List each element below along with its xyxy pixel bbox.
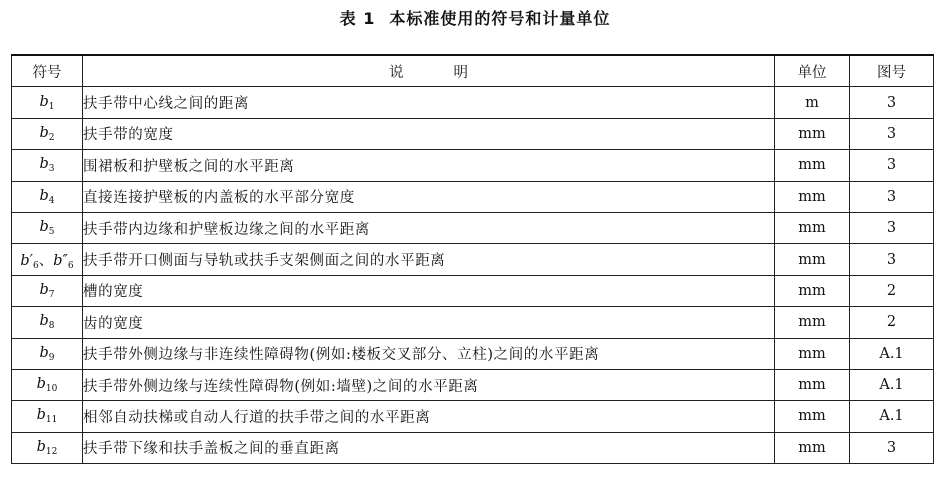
symbol-letter: b <box>36 438 46 455</box>
description-cell: 扶手带外侧边缘与连续性障碍物(例如:墙壁)之间的水平距离 <box>83 369 775 400</box>
table-row <box>12 244 934 275</box>
unit-cell: mm <box>775 401 850 432</box>
symbol-cell <box>12 432 83 463</box>
figure-cell: 3 <box>850 212 934 243</box>
header-row <box>12 55 934 87</box>
figure-cell: 2 <box>850 307 934 338</box>
symbol-separator: 、 <box>38 252 54 269</box>
description-cell: 扶手带下缘和扶手盖板之间的垂直距离 <box>83 432 775 463</box>
symbol-letter: b <box>39 156 49 173</box>
table-row <box>12 307 934 338</box>
symbol-subscript: 10 <box>45 384 58 395</box>
figure-cell: 3 <box>850 432 934 463</box>
description-cell: 直接连接护壁板的内盖板的水平部分宽度 <box>83 181 775 212</box>
symbol-subscript: 1 <box>48 101 55 112</box>
unit-cell: mm <box>775 307 850 338</box>
table-number: 表 1 <box>339 9 376 28</box>
unit-cell: mm <box>775 150 850 181</box>
description-cell: 扶手带中心线之间的距离 <box>83 87 775 118</box>
symbol-cell <box>12 150 83 181</box>
unit-cell: mm <box>775 369 850 400</box>
table-row <box>12 401 934 432</box>
figure-cell: 3 <box>850 87 934 118</box>
unit-cell: mm <box>775 275 850 306</box>
symbol-cell <box>12 401 83 432</box>
symbol-cell <box>12 212 83 243</box>
unit-cell: mm <box>775 338 850 369</box>
table-caption: 本标准使用的符号和计量单位 <box>389 9 611 28</box>
symbol-letter: b <box>39 219 49 236</box>
symbol-cell <box>12 307 83 338</box>
unit-cell: m <box>775 87 850 118</box>
figure-cell: A.1 <box>850 401 934 432</box>
symbol-subscript: 6 <box>67 260 74 271</box>
figure-cell: 3 <box>850 118 934 149</box>
symbol-subscript: 9 <box>48 352 55 363</box>
table-row <box>12 212 934 243</box>
table-row <box>12 275 934 306</box>
symbol-cell <box>12 275 83 306</box>
unit-cell: mm <box>775 432 850 463</box>
description-cell: 扶手带外侧边缘与非连续性障碍物(例如:楼板交叉部分、立柱)之间的水平距离 <box>83 338 775 369</box>
unit-cell: mm <box>775 244 850 275</box>
description-cell: 槽的宽度 <box>83 275 775 306</box>
header-desc-first: 说 <box>389 64 404 81</box>
table-title <box>0 6 944 29</box>
figure-cell: 3 <box>850 244 934 275</box>
symbols-table <box>11 54 934 464</box>
symbol-letter: b <box>36 407 46 424</box>
symbol-cell <box>12 87 83 118</box>
figure-cell: A.1 <box>850 338 934 369</box>
header-description <box>83 55 775 87</box>
unit-cell: mm <box>775 118 850 149</box>
table-row <box>12 338 934 369</box>
description-cell: 齿的宽度 <box>83 307 775 338</box>
figure-cell: 2 <box>850 275 934 306</box>
symbol-letter: b <box>39 187 49 204</box>
figure-cell: 3 <box>850 181 934 212</box>
description-cell: 扶手带内边缘和护壁板边缘之间的水平距离 <box>83 212 775 243</box>
symbol-cell <box>12 244 83 275</box>
symbol-subscript: 4 <box>48 195 55 206</box>
symbol-letter: b <box>39 313 49 330</box>
table-row <box>12 150 934 181</box>
symbol-cell <box>12 118 83 149</box>
symbol-subscript: 7 <box>48 289 55 300</box>
symbol-cell <box>12 181 83 212</box>
figure-cell: A.1 <box>850 369 934 400</box>
table-row <box>12 181 934 212</box>
header-symbol: 符号 <box>12 55 83 87</box>
symbol-letter: b″ <box>53 252 68 269</box>
symbol-subscript: 12 <box>45 446 58 457</box>
table-row <box>12 432 934 463</box>
description-cell: 扶手带开口侧面与导轨或扶手支架侧面之间的水平距离 <box>83 244 775 275</box>
symbol-subscript: 6 <box>32 260 39 271</box>
description-cell: 相邻自动扶梯或自动人行道的扶手带之间的水平距离 <box>83 401 775 432</box>
header-desc-second: 明 <box>453 64 468 81</box>
symbol-subscript: 8 <box>48 321 55 332</box>
header-figure: 图号 <box>850 55 934 87</box>
symbol-cell <box>12 338 83 369</box>
figure-cell: 3 <box>850 150 934 181</box>
description-cell: 扶手带的宽度 <box>83 118 775 149</box>
symbol-subscript: 11 <box>45 415 58 426</box>
symbol-subscript: 3 <box>48 164 55 175</box>
unit-cell: mm <box>775 181 850 212</box>
table-row <box>12 118 934 149</box>
symbol-cell <box>12 369 83 400</box>
symbol-letter: b <box>39 281 49 298</box>
header-unit: 单位 <box>775 55 850 87</box>
symbol-subscript: 2 <box>48 132 55 143</box>
table-row <box>12 369 934 400</box>
symbol-letter: b′ <box>20 252 33 269</box>
symbol-letter: b <box>39 124 49 141</box>
description-cell: 围裙板和护壁板之间的水平距离 <box>83 150 775 181</box>
symbol-letter: b <box>36 376 46 393</box>
symbol-letter: b <box>39 344 49 361</box>
symbol-subscript: 5 <box>48 227 55 238</box>
symbol-letter: b <box>39 93 49 110</box>
table-row <box>12 87 934 118</box>
unit-cell: mm <box>775 212 850 243</box>
